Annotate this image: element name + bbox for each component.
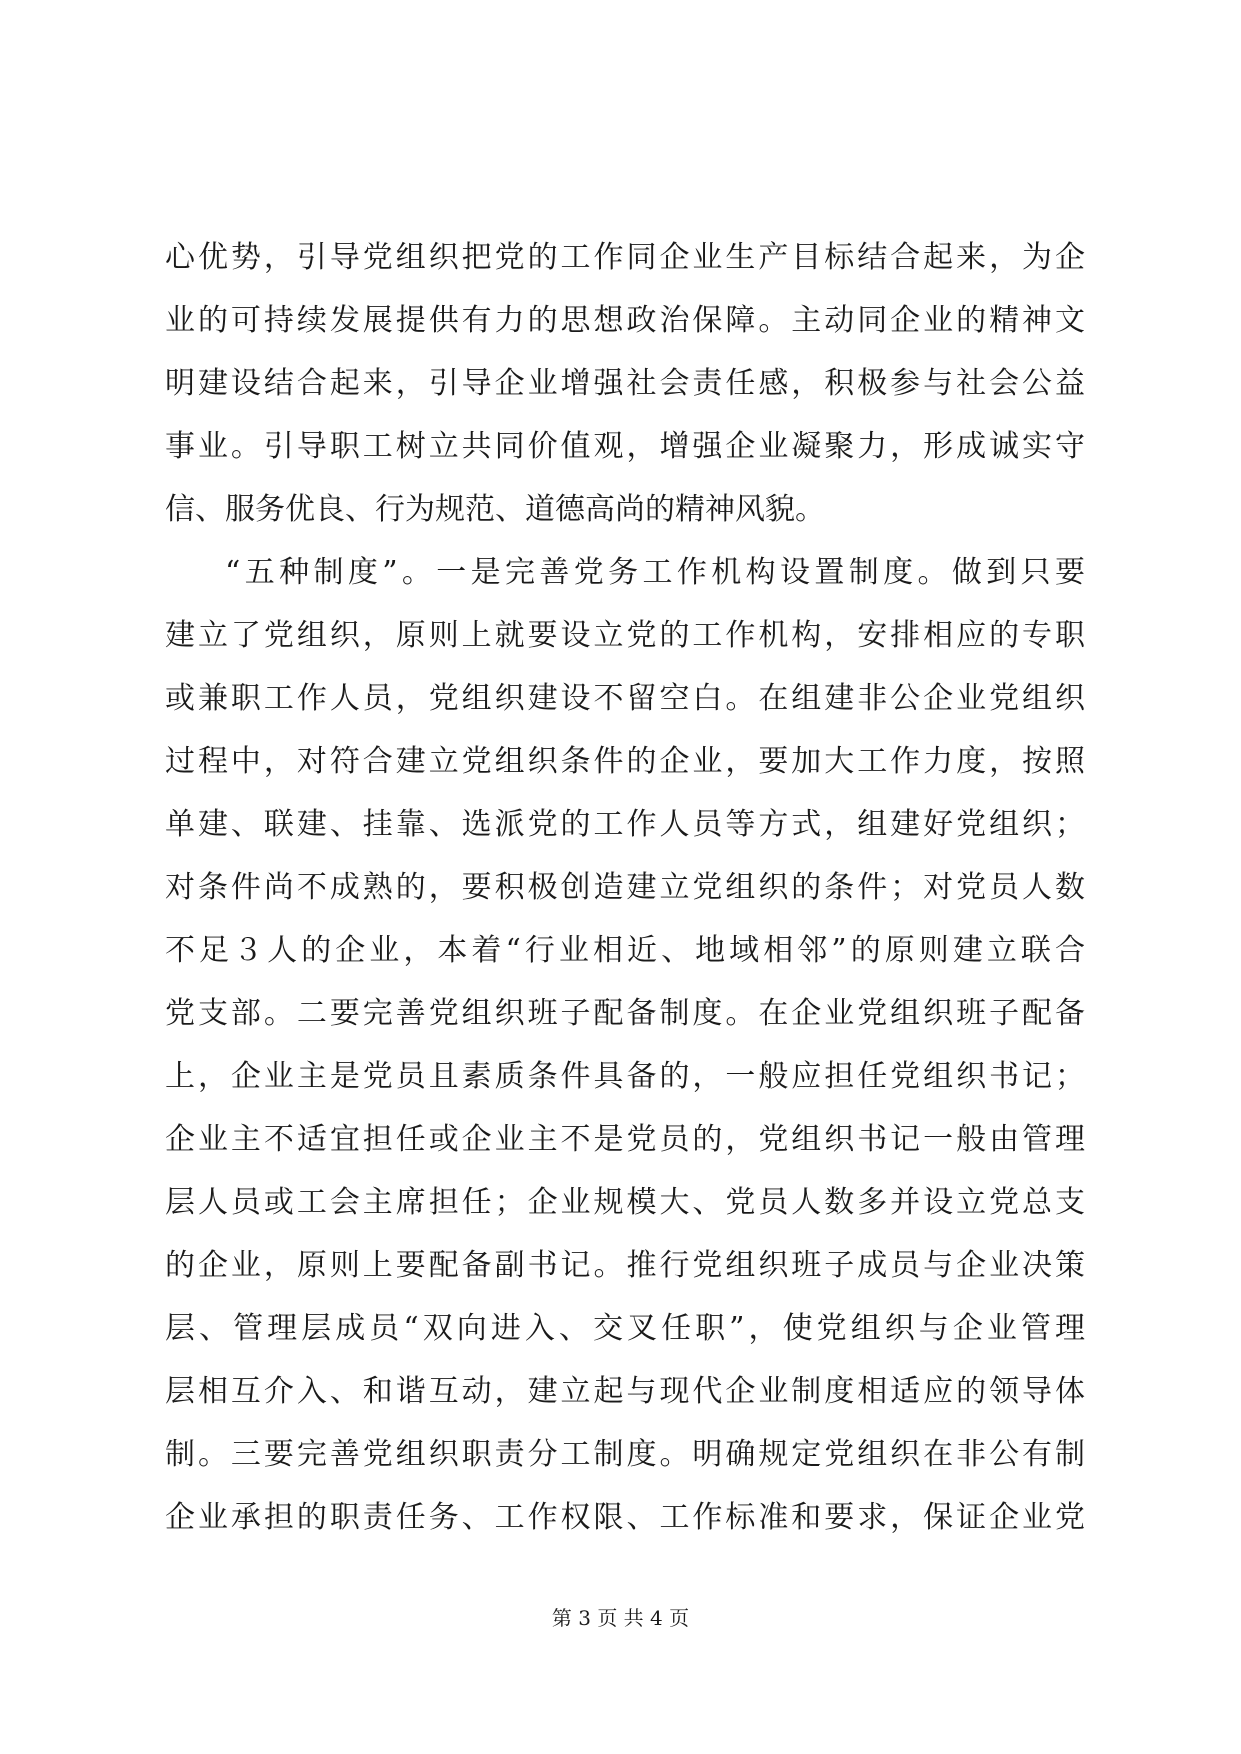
text-line: “五种制度”。一是完善党务工作机构设置制度。做到只要 [225, 555, 1085, 590]
text-line: 上，企业主是党员且素质条件具备的，一般应担任党组织书记； [165, 1059, 1085, 1094]
text-line: 信、服务优良、行为规范、道德高尚的精神风貌。 [165, 492, 825, 527]
text-line: 企业主不适宜担任或企业主不是党员的，党组织书记一般由管理 [165, 1122, 1085, 1157]
text-line: 层人员或工会主席担任；企业规模大、党员人数多并设立党总支 [165, 1185, 1085, 1220]
text-line: 层相互介入、和谐互动，建立起与现代企业制度相适应的领导体 [165, 1374, 1085, 1409]
text-line: 对条件尚不成熟的，要积极创造建立党组织的条件；对党员人数 [165, 870, 1085, 905]
text-line: 事业。引导职工树立共同价值观，增强企业凝聚力，形成诚实守 [165, 429, 1085, 464]
body-text [165, 226, 1085, 1549]
text-line: 或兼职工作人员，党组织建设不留空白。在组建非公企业党组织 [165, 681, 1085, 716]
text-line: 的企业，原则上要配备副书记。推行党组织班子成员与企业决策 [165, 1248, 1085, 1283]
text-line: 单建、联建、挂靠、选派党的工作人员等方式，组建好党组织； [165, 807, 1085, 842]
text-line: 心优势，引导党组织把党的工作同企业生产目标结合起来，为企 [165, 240, 1085, 275]
text-line: 企业承担的职责任务、工作权限、工作标准和要求，保证企业党 [165, 1500, 1085, 1535]
text-line: 不足３人的企业，本着“行业相近、地域相邻”的原则建立联合 [165, 933, 1085, 968]
text-line: 党支部。二要完善党组织班子配备制度。在企业党组织班子配备 [165, 996, 1085, 1031]
text-line: 层、管理层成员“双向进入、交叉任职”，使党组织与企业管理 [165, 1311, 1085, 1346]
text-line: 业的可持续发展提供有力的思想政治保障。主动同企业的精神文 [165, 303, 1085, 338]
text-line: 建立了党组织，原则上就要设立党的工作机构，安排相应的专职 [165, 618, 1085, 653]
text-line: 制。三要完善党组织职责分工制度。明确规定党组织在非公有制 [165, 1437, 1085, 1472]
text-line: 过程中，对符合建立党组织条件的企业，要加大工作力度，按照 [165, 744, 1085, 779]
page-number-footer: 第 3 页 共 4 页 [551, 1606, 690, 1630]
text-line: 明建设结合起来，引导企业增强社会责任感，积极参与社会公益 [165, 366, 1085, 401]
